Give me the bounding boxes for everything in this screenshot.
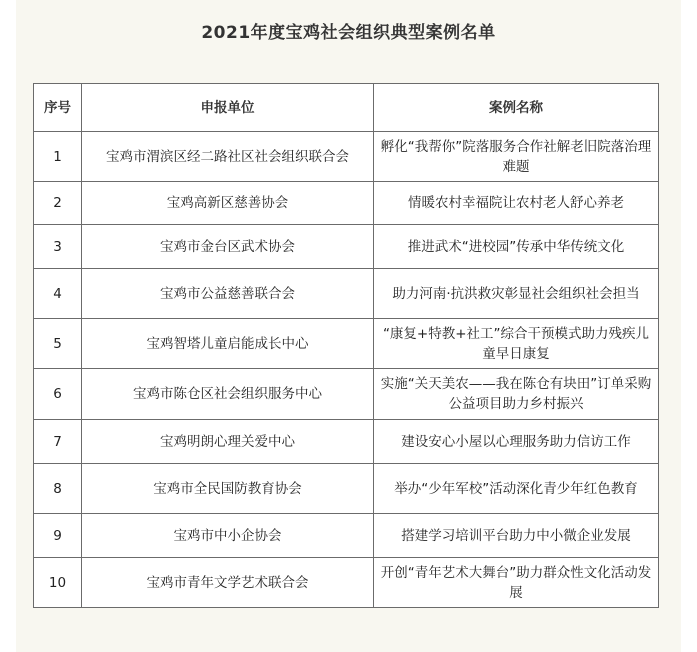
table-row xyxy=(34,514,659,558)
row-case: 实施“关天美农——我在陈仓有块田”订单采购公益项目助力乡村振兴 xyxy=(374,369,659,420)
row-unit: 宝鸡市青年文学艺术联合会 xyxy=(82,558,374,608)
header-index: 序号 xyxy=(34,84,82,132)
header-unit: 申报单位 xyxy=(82,84,374,132)
row-case: 建设安心小屋以心理服务助力信访工作 xyxy=(374,420,659,464)
table-row xyxy=(34,369,659,420)
table-row xyxy=(34,420,659,464)
row-index: 1 xyxy=(34,132,82,182)
table-row xyxy=(34,464,659,514)
row-unit: 宝鸡市公益慈善联合会 xyxy=(82,269,374,319)
row-index: 6 xyxy=(34,369,82,420)
table-row xyxy=(34,132,659,182)
row-unit: 宝鸡市陈仓区社会组织服务中心 xyxy=(82,369,374,420)
row-case: 搭建学习培训平台助力中小微企业发展 xyxy=(374,514,659,558)
table-header-row xyxy=(34,84,659,132)
row-index: 7 xyxy=(34,420,82,464)
row-case: 开创“青年艺术大舞台”助力群众性文化活动发展 xyxy=(374,558,659,608)
table-row xyxy=(34,558,659,608)
table-row xyxy=(34,225,659,269)
row-unit: 宝鸡明朗心理关爱中心 xyxy=(82,420,374,464)
row-unit: 宝鸡市中小企协会 xyxy=(82,514,374,558)
row-unit: 宝鸡市全民国防教育协会 xyxy=(82,464,374,514)
header-case: 案例名称 xyxy=(374,84,659,132)
row-case: “康复+特教+社工”综合干预模式助力残疾儿童早日康复 xyxy=(374,319,659,369)
table-row xyxy=(34,182,659,225)
row-case: 举办“少年军校”活动深化青少年红色教育 xyxy=(374,464,659,514)
row-unit: 宝鸡市金台区武术协会 xyxy=(82,225,374,269)
row-unit: 宝鸡市渭滨区经二路社区社会组织联合会 xyxy=(82,132,374,182)
table-row xyxy=(34,269,659,319)
row-unit: 宝鸡高新区慈善协会 xyxy=(82,182,374,225)
case-list-table xyxy=(33,83,659,608)
row-case: 推进武术“进校园”传承中华传统文化 xyxy=(374,225,659,269)
row-index: 9 xyxy=(34,514,82,558)
row-index: 4 xyxy=(34,269,82,319)
row-index: 5 xyxy=(34,319,82,369)
row-case: 情暖农村幸福院让农村老人舒心养老 xyxy=(374,182,659,225)
table-row xyxy=(34,319,659,369)
row-index: 10 xyxy=(34,558,82,608)
row-unit: 宝鸡智塔儿童启能成长中心 xyxy=(82,319,374,369)
row-index: 2 xyxy=(34,182,82,225)
row-case: 孵化“我帮你”院落服务合作社解老旧院落治理难题 xyxy=(374,132,659,182)
row-index: 3 xyxy=(34,225,82,269)
page-title: 2021年度宝鸡社会组织典型案例名单 xyxy=(201,23,496,43)
row-index: 8 xyxy=(34,464,82,514)
row-case: 助力河南·抗洪救灾彰显社会组织社会担当 xyxy=(374,269,659,319)
